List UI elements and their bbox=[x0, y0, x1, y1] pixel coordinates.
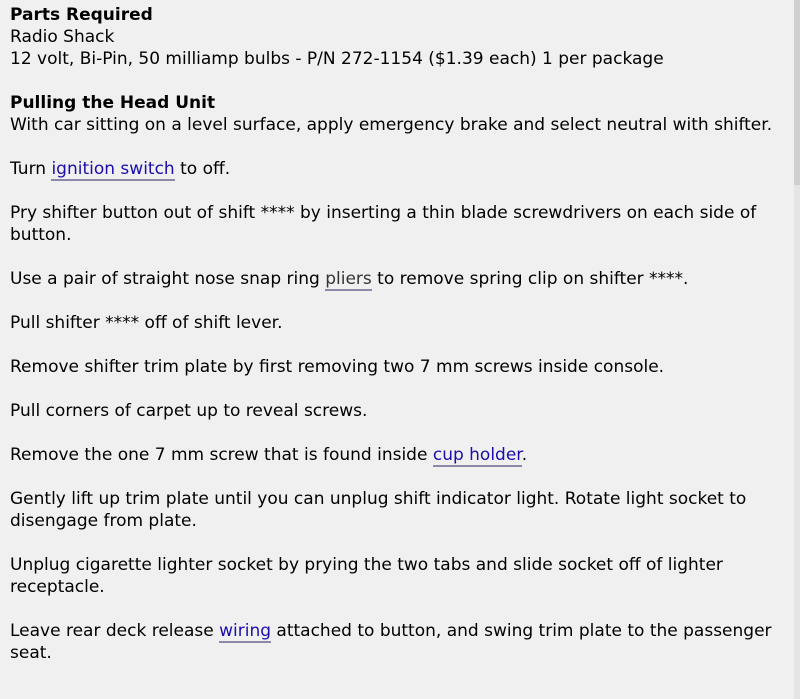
step-pliers bbox=[10, 268, 795, 290]
parts-required-heading: Parts Required bbox=[10, 5, 153, 25]
pulling-head-unit-heading: Pulling the Head Unit bbox=[10, 93, 216, 113]
cup-holder-link[interactable]: cup holder bbox=[432, 445, 522, 465]
scrollbar-thumb[interactable] bbox=[794, 0, 800, 185]
parts-vendor: Radio Shack bbox=[10, 27, 115, 47]
step-cup-text-pre: Remove the one 7 mm screw that is found inside bbox=[10, 445, 433, 465]
step-pry-button: Pry shifter button out of shift **** by inserting a thin blade screwdrivers on each side of button. bbox=[10, 203, 757, 245]
ignition-switch-link[interactable]: ignition switch bbox=[51, 159, 175, 179]
step-cup-holder bbox=[10, 444, 795, 466]
step-wiring-text-pre: Leave rear deck release bbox=[10, 621, 220, 641]
wiring-link[interactable]: wiring bbox=[219, 621, 272, 641]
parts-bulb-spec: 12 volt, Bi-Pin, 50 milliamp bulbs - P/N 272-1154 ($1.39 each) 1 per package bbox=[10, 49, 664, 69]
vertical-scrollbar[interactable] bbox=[794, 0, 800, 699]
step-pull-knob: Pull shifter **** off of shift lever. bbox=[10, 313, 283, 333]
step-wiring-text-post: attached to button, and swing trim plate to the passenger seat. bbox=[10, 621, 772, 663]
parts-required-section bbox=[10, 4, 795, 70]
step-pliers-text-pre: Use a pair of straight nose snap ring bbox=[10, 269, 326, 289]
step-lighter: Unplug cigarette lighter socket by prying the two tabs and slide socket off of lighter receptacle. bbox=[10, 555, 723, 597]
step-pliers-text-post: to remove spring clip on shifter ****. bbox=[371, 269, 689, 289]
pliers-link[interactable]: pliers bbox=[325, 269, 372, 289]
step-ignition bbox=[10, 158, 795, 180]
step-ignition-text-pre: Turn bbox=[10, 159, 52, 179]
step-ignition-text-post: to off. bbox=[174, 159, 231, 179]
pulling-head-unit-section bbox=[10, 92, 795, 136]
step-lift-trim: Gently lift up trim plate until you can unplug shift indicator light. Rotate light socket to disengage from plate. bbox=[10, 489, 747, 531]
step-intro: With car sitting on a level surface, apply emergency brake and select neutral with shifter. bbox=[10, 115, 773, 135]
step-carpet: Pull corners of carpet up to reveal screws. bbox=[10, 401, 368, 421]
article-content bbox=[10, 4, 795, 686]
step-wiring bbox=[10, 620, 795, 664]
step-cup-text-post: . bbox=[521, 445, 528, 465]
step-remove-trim-plate: Remove shifter trim plate by first removing two 7 mm screws inside console. bbox=[10, 357, 665, 377]
